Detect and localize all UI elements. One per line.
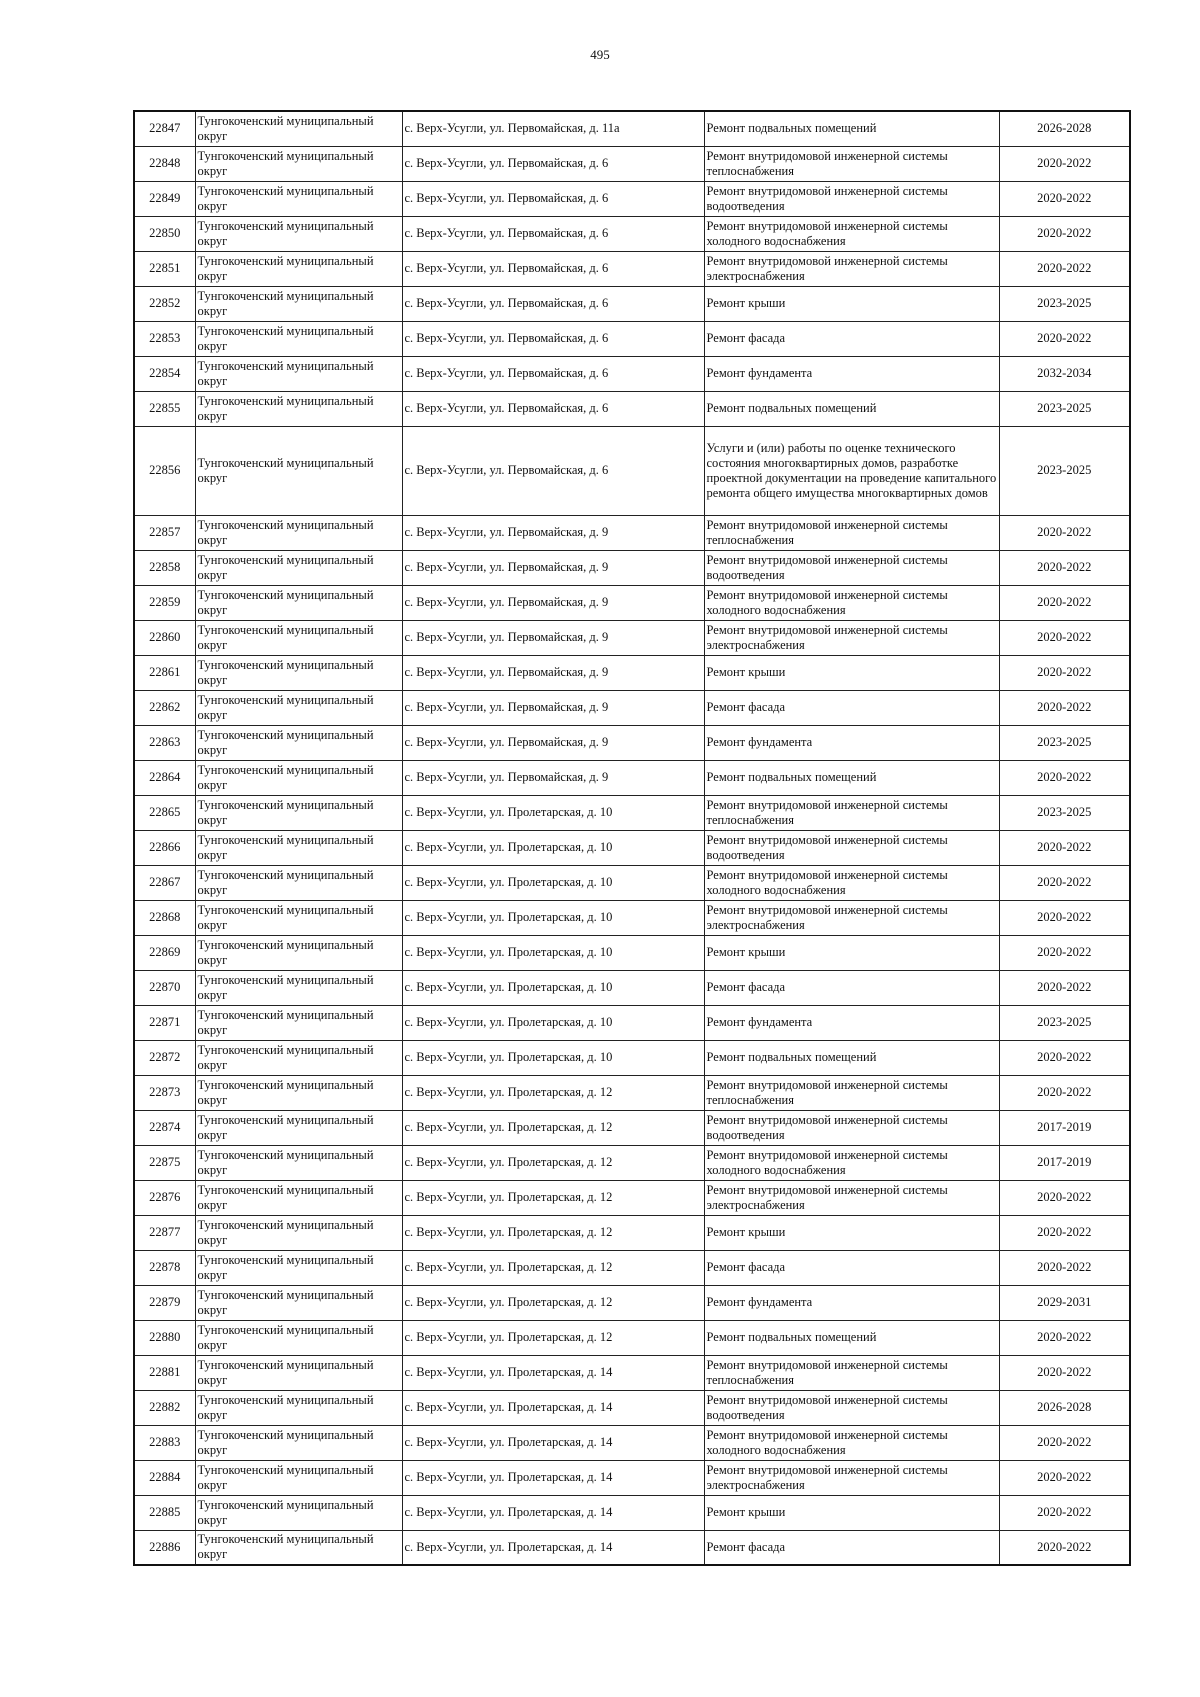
- row-number-cell: 22860: [134, 620, 195, 655]
- table-row: [134, 1040, 1130, 1075]
- work-type-cell: Ремонт внутридомовой инженерной системы холодного водоснабжения: [704, 1425, 999, 1460]
- work-type-cell: Ремонт внутридомовой инженерной системы электроснабжения: [704, 1460, 999, 1495]
- municipality-cell: Тунгокоченский муниципальный округ: [195, 655, 402, 690]
- period-cell: 2020-2022: [999, 1040, 1130, 1075]
- municipality-cell: Тунгокоченский муниципальный округ: [195, 795, 402, 830]
- row-number-cell: 22881: [134, 1355, 195, 1390]
- table-row: [134, 426, 1130, 515]
- municipality-cell: Тунгокоченский муниципальный округ: [195, 146, 402, 181]
- work-type-cell: Ремонт фасада: [704, 1530, 999, 1565]
- municipality-cell: Тунгокоченский муниципальный округ: [195, 216, 402, 251]
- municipality-cell: Тунгокоченский муниципальный округ: [195, 1110, 402, 1145]
- municipality-cell: Тунгокоченский муниципальный округ: [195, 251, 402, 286]
- work-type-cell: Ремонт внутридомовой инженерной системы холодного водоснабжения: [704, 865, 999, 900]
- address-cell: с. Верх-Усугли, ул. Первомайская, д. 9: [402, 760, 704, 795]
- address-cell: с. Верх-Усугли, ул. Пролетарская, д. 14: [402, 1425, 704, 1460]
- table-body: [134, 111, 1130, 1565]
- municipality-cell: Тунгокоченский муниципальный округ: [195, 550, 402, 585]
- work-type-cell: Ремонт внутридомовой инженерной системы холодного водоснабжения: [704, 1145, 999, 1180]
- period-cell: 2020-2022: [999, 760, 1130, 795]
- table-row: [134, 1495, 1130, 1530]
- municipality-cell: Тунгокоченский муниципальный округ: [195, 585, 402, 620]
- row-number-cell: 22854: [134, 356, 195, 391]
- row-number-cell: 22847: [134, 111, 195, 146]
- address-cell: с. Верх-Усугли, ул. Первомайская, д. 9: [402, 550, 704, 585]
- municipality-cell: Тунгокоченский муниципальный округ: [195, 1075, 402, 1110]
- municipality-cell: Тунгокоченский муниципальный округ: [195, 1180, 402, 1215]
- table-row: [134, 970, 1130, 1005]
- table-row: [134, 1425, 1130, 1460]
- address-cell: с. Верх-Усугли, ул. Пролетарская, д. 14: [402, 1530, 704, 1565]
- row-number-cell: 22877: [134, 1215, 195, 1250]
- row-number-cell: 22864: [134, 760, 195, 795]
- municipality-cell: Тунгокоченский муниципальный округ: [195, 356, 402, 391]
- table-row: [134, 585, 1130, 620]
- municipality-cell: Тунгокоченский муниципальный округ: [195, 1040, 402, 1075]
- table-row: [134, 181, 1130, 216]
- table-row: [134, 286, 1130, 321]
- address-cell: с. Верх-Усугли, ул. Первомайская, д. 6: [402, 426, 704, 515]
- table-row: [134, 1180, 1130, 1215]
- address-cell: с. Верх-Усугли, ул. Первомайская, д. 6: [402, 356, 704, 391]
- municipality-cell: Тунгокоченский муниципальный округ: [195, 1320, 402, 1355]
- row-number-cell: 22878: [134, 1250, 195, 1285]
- table-row: [134, 760, 1130, 795]
- table-row: [134, 356, 1130, 391]
- municipality-cell: Тунгокоченский муниципальный округ: [195, 935, 402, 970]
- municipality-cell: Тунгокоченский муниципальный округ: [195, 1145, 402, 1180]
- work-type-cell: Ремонт внутридомовой инженерной системы водоотведения: [704, 1110, 999, 1145]
- row-number-cell: 22866: [134, 830, 195, 865]
- row-number-cell: 22884: [134, 1460, 195, 1495]
- period-cell: 2020-2022: [999, 620, 1130, 655]
- table-row: [134, 900, 1130, 935]
- address-cell: с. Верх-Усугли, ул. Пролетарская, д. 10: [402, 830, 704, 865]
- row-number-cell: 22848: [134, 146, 195, 181]
- work-type-cell: Ремонт крыши: [704, 655, 999, 690]
- row-number-cell: 22862: [134, 690, 195, 725]
- period-cell: 2020-2022: [999, 935, 1130, 970]
- address-cell: с. Верх-Усугли, ул. Первомайская, д. 9: [402, 725, 704, 760]
- address-cell: с. Верх-Усугли, ул. Пролетарская, д. 10: [402, 935, 704, 970]
- municipality-cell: Тунгокоченский муниципальный округ: [195, 391, 402, 426]
- work-type-cell: Ремонт фундамента: [704, 725, 999, 760]
- address-cell: с. Верх-Усугли, ул. Пролетарская, д. 10: [402, 865, 704, 900]
- municipality-cell: Тунгокоченский муниципальный округ: [195, 1005, 402, 1040]
- table-row: [134, 1320, 1130, 1355]
- row-number-cell: 22865: [134, 795, 195, 830]
- period-cell: 2023-2025: [999, 725, 1130, 760]
- row-number-cell: 22852: [134, 286, 195, 321]
- row-number-cell: 22886: [134, 1530, 195, 1565]
- table-row: [134, 865, 1130, 900]
- table-row: [134, 1110, 1130, 1145]
- row-number-cell: 22871: [134, 1005, 195, 1040]
- table-row: [134, 146, 1130, 181]
- row-number-cell: 22867: [134, 865, 195, 900]
- municipality-cell: Тунгокоченский муниципальный округ: [195, 1425, 402, 1460]
- row-number-cell: 22849: [134, 181, 195, 216]
- table-row: [134, 620, 1130, 655]
- municipality-cell: Тунгокоченский муниципальный округ: [195, 286, 402, 321]
- work-type-cell: Ремонт внутридомовой инженерной системы теплоснабжения: [704, 515, 999, 550]
- period-cell: 2023-2025: [999, 286, 1130, 321]
- work-type-cell: Ремонт внутридомовой инженерной системы теплоснабжения: [704, 795, 999, 830]
- row-number-cell: 22851: [134, 251, 195, 286]
- address-cell: с. Верх-Усугли, ул. Первомайская, д. 6: [402, 251, 704, 286]
- address-cell: с. Верх-Усугли, ул. Пролетарская, д. 12: [402, 1180, 704, 1215]
- row-number-cell: 22861: [134, 655, 195, 690]
- table-row: [134, 690, 1130, 725]
- address-cell: с. Верх-Усугли, ул. Первомайская, д. 6: [402, 286, 704, 321]
- period-cell: 2026-2028: [999, 111, 1130, 146]
- work-type-cell: Ремонт внутридомовой инженерной системы холодного водоснабжения: [704, 585, 999, 620]
- work-type-cell: Ремонт внутридомовой инженерной системы электроснабжения: [704, 251, 999, 286]
- table-row: [134, 1355, 1130, 1390]
- municipality-cell: Тунгокоченский муниципальный округ: [195, 970, 402, 1005]
- work-type-cell: Ремонт подвальных помещений: [704, 1320, 999, 1355]
- work-type-cell: Ремонт крыши: [704, 935, 999, 970]
- address-cell: с. Верх-Усугли, ул. Первомайская, д. 6: [402, 181, 704, 216]
- table-row: [134, 795, 1130, 830]
- address-cell: с. Верх-Усугли, ул. Пролетарская, д. 12: [402, 1285, 704, 1320]
- address-cell: с. Верх-Усугли, ул. Первомайская, д. 9: [402, 515, 704, 550]
- row-number-cell: 22855: [134, 391, 195, 426]
- period-cell: 2026-2028: [999, 1390, 1130, 1425]
- table-row: [134, 935, 1130, 970]
- work-type-cell: Ремонт внутридомовой инженерной системы электроснабжения: [704, 1180, 999, 1215]
- period-cell: 2020-2022: [999, 1425, 1130, 1460]
- row-number-cell: 22879: [134, 1285, 195, 1320]
- address-cell: с. Верх-Усугли, ул. Пролетарская, д. 10: [402, 970, 704, 1005]
- period-cell: 2029-2031: [999, 1285, 1130, 1320]
- row-number-cell: 22876: [134, 1180, 195, 1215]
- table-row: [134, 1390, 1130, 1425]
- row-number-cell: 22873: [134, 1075, 195, 1110]
- period-cell: 2020-2022: [999, 900, 1130, 935]
- address-cell: с. Верх-Усугли, ул. Пролетарская, д. 14: [402, 1460, 704, 1495]
- work-type-cell: Ремонт внутридомовой инженерной системы теплоснабжения: [704, 146, 999, 181]
- period-cell: 2020-2022: [999, 1495, 1130, 1530]
- row-number-cell: 22885: [134, 1495, 195, 1530]
- municipality-cell: Тунгокоченский муниципальный округ: [195, 1250, 402, 1285]
- table-row: [134, 321, 1130, 356]
- table-row: [134, 391, 1130, 426]
- period-cell: 2020-2022: [999, 1075, 1130, 1110]
- table-row: [134, 515, 1130, 550]
- work-type-cell: Ремонт крыши: [704, 286, 999, 321]
- period-cell: 2020-2022: [999, 550, 1130, 585]
- address-cell: с. Верх-Усугли, ул. Первомайская, д. 6: [402, 321, 704, 356]
- row-number-cell: 22882: [134, 1390, 195, 1425]
- municipality-cell: Тунгокоченский муниципальный округ: [195, 1495, 402, 1530]
- period-cell: 2020-2022: [999, 1460, 1130, 1495]
- municipality-cell: Тунгокоченский муниципальный округ: [195, 1460, 402, 1495]
- work-type-cell: Ремонт подвальных помещений: [704, 760, 999, 795]
- table-row: [134, 830, 1130, 865]
- row-number-cell: 22883: [134, 1425, 195, 1460]
- row-number-cell: 22874: [134, 1110, 195, 1145]
- table-row: [134, 111, 1130, 146]
- work-type-cell: Ремонт фундамента: [704, 356, 999, 391]
- table-row: [134, 1250, 1130, 1285]
- municipality-cell: Тунгокоченский муниципальный округ: [195, 690, 402, 725]
- period-cell: 2020-2022: [999, 1530, 1130, 1565]
- work-type-cell: Ремонт внутридомовой инженерной системы теплоснабжения: [704, 1355, 999, 1390]
- work-type-cell: Ремонт внутридомовой инженерной системы электроснабжения: [704, 900, 999, 935]
- row-number-cell: 22868: [134, 900, 195, 935]
- municipality-cell: Тунгокоченский муниципальный округ: [195, 426, 402, 515]
- row-number-cell: 22858: [134, 550, 195, 585]
- work-type-cell: Ремонт фундамента: [704, 1285, 999, 1320]
- address-cell: с. Верх-Усугли, ул. Пролетарская, д. 12: [402, 1320, 704, 1355]
- municipality-cell: Тунгокоченский муниципальный округ: [195, 1215, 402, 1250]
- municipality-cell: Тунгокоченский муниципальный округ: [195, 181, 402, 216]
- municipality-cell: Тунгокоченский муниципальный округ: [195, 515, 402, 550]
- period-cell: 2020-2022: [999, 515, 1130, 550]
- address-cell: с. Верх-Усугли, ул. Пролетарская, д. 14: [402, 1495, 704, 1530]
- period-cell: 2017-2019: [999, 1110, 1130, 1145]
- period-cell: 2020-2022: [999, 1250, 1130, 1285]
- period-cell: 2023-2025: [999, 795, 1130, 830]
- work-type-cell: Ремонт крыши: [704, 1495, 999, 1530]
- work-type-cell: Ремонт внутридомовой инженерной системы теплоснабжения: [704, 1075, 999, 1110]
- address-cell: с. Верх-Усугли, ул. Пролетарская, д. 14: [402, 1390, 704, 1425]
- municipality-cell: Тунгокоченский муниципальный округ: [195, 1355, 402, 1390]
- period-cell: 2020-2022: [999, 1180, 1130, 1215]
- address-cell: с. Верх-Усугли, ул. Пролетарская, д. 12: [402, 1250, 704, 1285]
- address-cell: с. Верх-Усугли, ул. Первомайская, д. 6: [402, 391, 704, 426]
- municipality-cell: Тунгокоченский муниципальный округ: [195, 865, 402, 900]
- work-type-cell: Ремонт внутридомовой инженерной системы водоотведения: [704, 830, 999, 865]
- work-type-cell: Ремонт подвальных помещений: [704, 1040, 999, 1075]
- table-row: [134, 251, 1130, 286]
- period-cell: 2032-2034: [999, 356, 1130, 391]
- address-cell: с. Верх-Усугли, ул. Пролетарская, д. 10: [402, 900, 704, 935]
- work-type-cell: Ремонт внутридомовой инженерной системы холодного водоснабжения: [704, 216, 999, 251]
- row-number-cell: 22857: [134, 515, 195, 550]
- row-number-cell: 22870: [134, 970, 195, 1005]
- address-cell: с. Верх-Усугли, ул. Пролетарская, д. 10: [402, 1040, 704, 1075]
- municipality-cell: Тунгокоченский муниципальный округ: [195, 1390, 402, 1425]
- row-number-cell: 22880: [134, 1320, 195, 1355]
- table-row: [134, 1215, 1130, 1250]
- row-number-cell: 22850: [134, 216, 195, 251]
- work-type-cell: Ремонт фундамента: [704, 1005, 999, 1040]
- work-type-cell: Ремонт подвальных помещений: [704, 111, 999, 146]
- municipality-cell: Тунгокоченский муниципальный округ: [195, 620, 402, 655]
- table-row: [134, 655, 1130, 690]
- municipality-cell: Тунгокоченский муниципальный округ: [195, 760, 402, 795]
- period-cell: 2020-2022: [999, 655, 1130, 690]
- address-cell: с. Верх-Усугли, ул. Первомайская, д. 9: [402, 585, 704, 620]
- municipality-cell: Тунгокоченский муниципальный округ: [195, 725, 402, 760]
- address-cell: с. Верх-Усугли, ул. Пролетарская, д. 14: [402, 1355, 704, 1390]
- period-cell: 2020-2022: [999, 1355, 1130, 1390]
- address-cell: с. Верх-Усугли, ул. Пролетарская, д. 12: [402, 1145, 704, 1180]
- work-type-cell: Ремонт подвальных помещений: [704, 391, 999, 426]
- period-cell: 2020-2022: [999, 865, 1130, 900]
- address-cell: с. Верх-Усугли, ул. Пролетарская, д. 12: [402, 1075, 704, 1110]
- work-type-cell: Услуги и (или) работы по оценке технического состояния многоквартирных домов, разработке проектной документации на проведение капитального ремонта общего имущества многоквартирных домов: [704, 426, 999, 515]
- work-type-cell: Ремонт фасада: [704, 321, 999, 356]
- work-type-cell: Ремонт внутридомовой инженерной системы водоотведения: [704, 550, 999, 585]
- period-cell: 2023-2025: [999, 391, 1130, 426]
- address-cell: с. Верх-Усугли, ул. Первомайская, д. 6: [402, 216, 704, 251]
- period-cell: 2020-2022: [999, 830, 1130, 865]
- municipality-cell: Тунгокоченский муниципальный округ: [195, 900, 402, 935]
- address-cell: с. Верх-Усугли, ул. Пролетарская, д. 12: [402, 1110, 704, 1145]
- table-row: [134, 1530, 1130, 1565]
- table-row: [134, 1285, 1130, 1320]
- address-cell: с. Верх-Усугли, ул. Первомайская, д. 9: [402, 690, 704, 725]
- address-cell: с. Верх-Усугли, ул. Пролетарская, д. 12: [402, 1215, 704, 1250]
- address-cell: с. Верх-Усугли, ул. Первомайская, д. 9: [402, 620, 704, 655]
- row-number-cell: 22869: [134, 935, 195, 970]
- period-cell: 2020-2022: [999, 146, 1130, 181]
- period-cell: 2023-2025: [999, 426, 1130, 515]
- work-type-cell: Ремонт внутридомовой инженерной системы водоотведения: [704, 181, 999, 216]
- work-type-cell: Ремонт фасада: [704, 1250, 999, 1285]
- period-cell: 2020-2022: [999, 1215, 1130, 1250]
- period-cell: 2020-2022: [999, 181, 1130, 216]
- address-cell: с. Верх-Усугли, ул. Первомайская, д. 9: [402, 655, 704, 690]
- municipality-cell: Тунгокоченский муниципальный округ: [195, 321, 402, 356]
- work-type-cell: Ремонт фасада: [704, 970, 999, 1005]
- work-type-cell: Ремонт внутридомовой инженерной системы электроснабжения: [704, 620, 999, 655]
- work-type-cell: Ремонт крыши: [704, 1215, 999, 1250]
- row-number-cell: 22856: [134, 426, 195, 515]
- address-cell: с. Верх-Усугли, ул. Первомайская, д. 11а: [402, 111, 704, 146]
- period-cell: 2020-2022: [999, 216, 1130, 251]
- page-number: 495: [590, 47, 610, 62]
- table-row: [134, 1145, 1130, 1180]
- period-cell: 2020-2022: [999, 585, 1130, 620]
- table-row: [134, 216, 1130, 251]
- period-cell: 2020-2022: [999, 970, 1130, 1005]
- address-cell: с. Верх-Усугли, ул. Пролетарская, д. 10: [402, 795, 704, 830]
- table-row: [134, 1005, 1130, 1040]
- period-cell: 2020-2022: [999, 690, 1130, 725]
- period-cell: 2023-2025: [999, 1005, 1130, 1040]
- period-cell: 2020-2022: [999, 1320, 1130, 1355]
- table-row: [134, 1460, 1130, 1495]
- table-row: [134, 725, 1130, 760]
- municipality-cell: Тунгокоченский муниципальный округ: [195, 111, 402, 146]
- repair-schedule-table: [133, 110, 1131, 1566]
- municipality-cell: Тунгокоченский муниципальный округ: [195, 830, 402, 865]
- municipality-cell: Тунгокоченский муниципальный округ: [195, 1530, 402, 1565]
- row-number-cell: 22859: [134, 585, 195, 620]
- work-type-cell: Ремонт фасада: [704, 690, 999, 725]
- work-type-cell: Ремонт внутридомовой инженерной системы водоотведения: [704, 1390, 999, 1425]
- table-row: [134, 550, 1130, 585]
- period-cell: 2017-2019: [999, 1145, 1130, 1180]
- address-cell: с. Верх-Усугли, ул. Первомайская, д. 6: [402, 146, 704, 181]
- row-number-cell: 22875: [134, 1145, 195, 1180]
- period-cell: 2020-2022: [999, 251, 1130, 286]
- municipality-cell: Тунгокоченский муниципальный округ: [195, 1285, 402, 1320]
- row-number-cell: 22863: [134, 725, 195, 760]
- address-cell: с. Верх-Усугли, ул. Пролетарская, д. 10: [402, 1005, 704, 1040]
- table-row: [134, 1075, 1130, 1110]
- period-cell: 2020-2022: [999, 321, 1130, 356]
- row-number-cell: 22872: [134, 1040, 195, 1075]
- row-number-cell: 22853: [134, 321, 195, 356]
